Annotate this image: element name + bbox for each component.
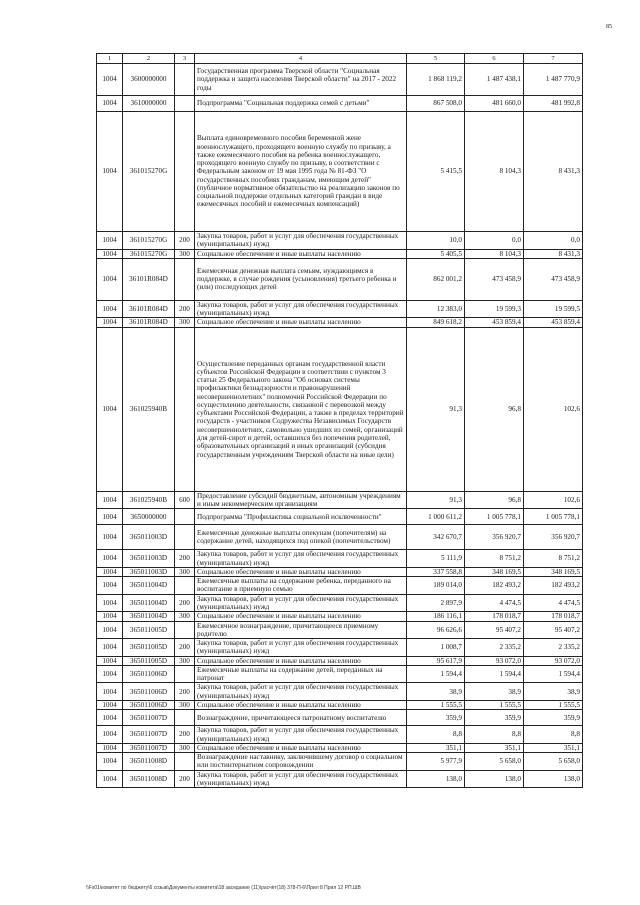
target-article-cell: 365011006D xyxy=(123,683,175,701)
target-article-cell: 361025940B xyxy=(123,327,175,491)
header-cell: 5 xyxy=(407,54,465,64)
expense-type-cell xyxy=(175,112,195,232)
expense-type-cell: 200 xyxy=(175,683,195,701)
target-article-cell: 365011003D xyxy=(123,525,175,550)
amount-year2-cell: 96,8 xyxy=(465,327,524,491)
target-article-cell: 365011003D xyxy=(123,567,175,576)
expense-type-cell: 300 xyxy=(175,249,195,258)
target-article-cell: 365011006D xyxy=(123,701,175,710)
amount-year1-cell: 38,9 xyxy=(407,683,465,701)
description-cell: Ежемесячная денежная выплата семьям, нуждающимся в поддержке, в случае рождения (усыновления) третьего ребенка и (или) последующих детей xyxy=(195,258,407,300)
expense-type-cell xyxy=(175,710,195,726)
amount-year3-cell: 178 018,7 xyxy=(524,612,583,621)
amount-year2-cell: 178 018,7 xyxy=(465,612,524,621)
header-cell: 1 xyxy=(97,54,123,64)
section-code-cell: 1004 xyxy=(97,726,123,744)
section-code-cell: 1004 xyxy=(97,525,123,550)
description-cell: Ежемесячные выплаты на содержание ребенка, переданного на воспитание в приемную семью xyxy=(195,577,407,595)
amount-year1-cell: 2 897,9 xyxy=(407,594,465,612)
description-cell: Социальное обеспечение и иные выплаты населению xyxy=(195,567,407,576)
amount-year2-cell: 1 594,4 xyxy=(465,665,524,683)
amount-year3-cell: 1 487 770,9 xyxy=(524,64,583,96)
amount-year2-cell: 38,9 xyxy=(465,683,524,701)
amount-year3-cell: 481 992,8 xyxy=(524,96,583,112)
table-row xyxy=(97,318,583,327)
section-code-cell: 1004 xyxy=(97,683,123,701)
expense-type-cell xyxy=(175,64,195,96)
amount-year3-cell: 102,6 xyxy=(524,491,583,509)
expense-type-cell xyxy=(175,96,195,112)
amount-year1-cell: 95 617,9 xyxy=(407,656,465,665)
amount-year2-cell: 453 859,4 xyxy=(465,318,524,327)
expense-type-cell xyxy=(175,753,195,771)
amount-year1-cell: 1 555,5 xyxy=(407,701,465,710)
section-code-cell: 1004 xyxy=(97,112,123,232)
header-cell: 4 xyxy=(195,54,407,64)
target-article-cell: 3600000000 xyxy=(123,64,175,96)
description-cell: Предоставление субсидий бюджетным, автономным учреждениям и иным некоммерческим организациям xyxy=(195,491,407,509)
description-cell: Социальное обеспечение и иные выплаты населению xyxy=(195,249,407,258)
amount-year1-cell: 5 405,5 xyxy=(407,249,465,258)
table-row xyxy=(97,258,583,300)
header-cell: 2 xyxy=(123,54,175,64)
amount-year2-cell: 359,9 xyxy=(465,710,524,726)
amount-year3-cell: 8 751,2 xyxy=(524,550,583,568)
table-row xyxy=(97,567,583,576)
amount-year2-cell: 356 920,7 xyxy=(465,525,524,550)
target-article-cell: 361015270G xyxy=(123,112,175,232)
description-cell: Государственная программа Тверской области "Социальная поддержка и защита населения Тверской области" на 2017 - 2022 годы xyxy=(195,64,407,96)
expense-type-cell: 200 xyxy=(175,726,195,744)
table-row xyxy=(97,509,583,525)
table-row xyxy=(97,683,583,701)
amount-year2-cell: 95 407,2 xyxy=(465,621,524,639)
section-code-cell: 1004 xyxy=(97,64,123,96)
table-row xyxy=(97,743,583,752)
amount-year1-cell: 1 000 611,2 xyxy=(407,509,465,525)
expense-type-cell xyxy=(175,577,195,595)
target-article-cell: 365011007D xyxy=(123,710,175,726)
expense-type-cell xyxy=(175,327,195,491)
amount-year2-cell: 96,8 xyxy=(465,491,524,509)
amount-year1-cell: 351,1 xyxy=(407,743,465,752)
header-cell: 3 xyxy=(175,54,195,64)
description-cell: Социальное обеспечение и иные выплаты населению xyxy=(195,743,407,752)
expense-type-cell: 200 xyxy=(175,770,195,788)
description-cell: Ежемесячные выплаты на содержание детей, переданных на патронат xyxy=(195,665,407,683)
description-cell: Социальное обеспечение и иные выплаты населению xyxy=(195,701,407,710)
description-cell: Закупка товаров, работ и услуг для обеспечения государственных (муниципальных) нужд xyxy=(195,232,407,250)
target-article-cell: 361025940B xyxy=(123,491,175,509)
header-cell: 6 xyxy=(465,54,524,64)
amount-year3-cell: 2 335,2 xyxy=(524,639,583,657)
section-code-cell: 1004 xyxy=(97,327,123,491)
section-code-cell: 1004 xyxy=(97,249,123,258)
table-row xyxy=(97,612,583,621)
section-code-cell: 1004 xyxy=(97,753,123,771)
expense-type-cell: 300 xyxy=(175,567,195,576)
amount-year1-cell: 5 415,5 xyxy=(407,112,465,232)
amount-year2-cell: 348 169,5 xyxy=(465,567,524,576)
amount-year1-cell: 186 116,1 xyxy=(407,612,465,621)
section-code-cell: 1004 xyxy=(97,318,123,327)
amount-year3-cell: 102,6 xyxy=(524,327,583,491)
amount-year2-cell: 138,0 xyxy=(465,770,524,788)
expense-type-cell: 200 xyxy=(175,300,195,318)
section-code-cell: 1004 xyxy=(97,509,123,525)
file-path-footer: \\Fs01\комитет по бюджету\6 созыв\Документы комитета\18 заседание (11)\расчёт(18) 378-П-6\Прил 8 Прил 12 РП.ШВ xyxy=(86,885,361,891)
amount-year2-cell: 19 599,3 xyxy=(465,300,524,318)
description-cell: Закупка товаров, работ и услуг для обеспечения государственных (муниципальных) нужд xyxy=(195,550,407,568)
amount-year2-cell: 4 474,5 xyxy=(465,594,524,612)
expense-type-cell: 200 xyxy=(175,550,195,568)
expense-type-cell xyxy=(175,621,195,639)
amount-year2-cell: 1 005 778,1 xyxy=(465,509,524,525)
description-cell: Выплата единовременного пособия беременной жене военнослужащего, проходящего военную службу по призыву, а также ежемесячного пособия на ребенка военнослужащего, проходящего военную службу по призыву, в соответствии с Федеральным законом от 19 мая 1995 года № 81-ФЗ "О государственных пособиях гражданам, имеющим детей" (публичное нормативное обязательство на реализацию законов по социальной поддержке отдельных категорий граждан в виде ежемесячных пособий и ежемесячных компенсаций) xyxy=(195,112,407,232)
target-article-cell: 361015270G xyxy=(123,249,175,258)
table-row xyxy=(97,550,583,568)
section-code-cell: 1004 xyxy=(97,577,123,595)
expense-type-cell xyxy=(175,665,195,683)
amount-year3-cell: 8 431,3 xyxy=(524,249,583,258)
target-article-cell: 365011008D xyxy=(123,770,175,788)
description-cell: Закупка товаров, работ и услуг для обеспечения государственных (муниципальных) нужд xyxy=(195,770,407,788)
section-code-cell: 1004 xyxy=(97,567,123,576)
description-cell: Подпрограмма "Социальная поддержка семей с детьми" xyxy=(195,96,407,112)
target-article-cell: 365011005D xyxy=(123,621,175,639)
amount-year3-cell: 356 920,7 xyxy=(524,525,583,550)
amount-year1-cell: 849 618,2 xyxy=(407,318,465,327)
section-code-cell: 1004 xyxy=(97,300,123,318)
section-code-cell: 1004 xyxy=(97,594,123,612)
target-article-cell: 36101R084D xyxy=(123,258,175,300)
table-row xyxy=(97,491,583,509)
amount-year1-cell: 862 001,2 xyxy=(407,258,465,300)
amount-year1-cell: 1 008,7 xyxy=(407,639,465,657)
amount-year1-cell: 342 670,7 xyxy=(407,525,465,550)
amount-year3-cell: 95 407,2 xyxy=(524,621,583,639)
table-row xyxy=(97,300,583,318)
amount-year1-cell: 1 868 119,2 xyxy=(407,64,465,96)
description-cell: Закупка товаров, работ и услуг для обеспечения государственных (муниципальных) нужд xyxy=(195,639,407,657)
amount-year3-cell: 19 599,5 xyxy=(524,300,583,318)
amount-year1-cell: 138,0 xyxy=(407,770,465,788)
table-row xyxy=(97,770,583,788)
amount-year2-cell: 1 487 438,1 xyxy=(465,64,524,96)
table-row xyxy=(97,64,583,96)
amount-year3-cell: 5 658,0 xyxy=(524,753,583,771)
amount-year3-cell: 8,8 xyxy=(524,726,583,744)
budget-table xyxy=(96,53,583,788)
amount-year3-cell: 1 005 778,1 xyxy=(524,509,583,525)
amount-year1-cell: 8,8 xyxy=(407,726,465,744)
table-header-row xyxy=(97,54,583,64)
amount-year1-cell: 867 508,0 xyxy=(407,96,465,112)
section-code-cell: 1004 xyxy=(97,665,123,683)
description-cell: Ежемесячные денежные выплаты опекунам (попечителям) на содержание детей, находящихся под опекой (попечительством) xyxy=(195,525,407,550)
target-article-cell: 3650000000 xyxy=(123,509,175,525)
table-row xyxy=(97,710,583,726)
amount-year1-cell: 5 977,9 xyxy=(407,753,465,771)
table-row xyxy=(97,112,583,232)
amount-year2-cell: 1 555,5 xyxy=(465,701,524,710)
amount-year3-cell: 0,0 xyxy=(524,232,583,250)
description-cell: Социальное обеспечение и иные выплаты населению xyxy=(195,318,407,327)
amount-year1-cell: 337 558,8 xyxy=(407,567,465,576)
target-article-cell: 365011005D xyxy=(123,656,175,665)
target-article-cell: 365011003D xyxy=(123,550,175,568)
table-row xyxy=(97,656,583,665)
section-code-cell: 1004 xyxy=(97,710,123,726)
table-row xyxy=(97,327,583,491)
expense-type-cell: 200 xyxy=(175,232,195,250)
table-row xyxy=(97,701,583,710)
expense-type-cell: 300 xyxy=(175,612,195,621)
table-row xyxy=(97,577,583,595)
amount-year2-cell: 8,8 xyxy=(465,726,524,744)
section-code-cell: 1004 xyxy=(97,743,123,752)
description-cell: Закупка товаров, работ и услуг для обеспечения государственных (муниципальных) нужд xyxy=(195,300,407,318)
amount-year3-cell: 473 458,9 xyxy=(524,258,583,300)
description-cell: Социальное обеспечение и иные выплаты населению xyxy=(195,656,407,665)
target-article-cell: 365011004D xyxy=(123,612,175,621)
description-cell: Закупка товаров, работ и услуг для обеспечения государственных (муниципальных) нужд xyxy=(195,726,407,744)
table-row xyxy=(97,639,583,657)
amount-year3-cell: 348 169,5 xyxy=(524,567,583,576)
table-row xyxy=(97,96,583,112)
expense-type-cell xyxy=(175,258,195,300)
description-cell: Закупка товаров, работ и услуг для обеспечения государственных (муниципальных) нужд xyxy=(195,683,407,701)
amount-year2-cell: 481 660,0 xyxy=(465,96,524,112)
amount-year3-cell: 351,1 xyxy=(524,743,583,752)
section-code-cell: 1004 xyxy=(97,258,123,300)
table-row xyxy=(97,726,583,744)
amount-year1-cell: 189 014,0 xyxy=(407,577,465,595)
section-code-cell: 1004 xyxy=(97,96,123,112)
description-cell: Ежемесячное вознаграждение, причитающееся приемному родителю xyxy=(195,621,407,639)
table-row xyxy=(97,753,583,771)
target-article-cell: 365011007D xyxy=(123,743,175,752)
description-cell: Подпрограмма "Профилактика социальной исключенности" xyxy=(195,509,407,525)
expense-type-cell: 200 xyxy=(175,594,195,612)
amount-year1-cell: 91,3 xyxy=(407,491,465,509)
amount-year1-cell: 10,0 xyxy=(407,232,465,250)
amount-year1-cell: 12 383,0 xyxy=(407,300,465,318)
table-row xyxy=(97,621,583,639)
section-code-cell: 1004 xyxy=(97,621,123,639)
amount-year2-cell: 8 104,3 xyxy=(465,249,524,258)
section-code-cell: 1004 xyxy=(97,701,123,710)
table-row xyxy=(97,232,583,250)
amount-year1-cell: 5 111,9 xyxy=(407,550,465,568)
target-article-cell: 3610000000 xyxy=(123,96,175,112)
target-article-cell: 365011007D xyxy=(123,726,175,744)
amount-year3-cell: 4 474,5 xyxy=(524,594,583,612)
expense-type-cell: 300 xyxy=(175,743,195,752)
expense-type-cell xyxy=(175,525,195,550)
amount-year1-cell: 91,3 xyxy=(407,327,465,491)
description-cell: Социальное обеспечение и иные выплаты населению xyxy=(195,612,407,621)
section-code-cell: 1004 xyxy=(97,656,123,665)
amount-year2-cell: 473 458,9 xyxy=(465,258,524,300)
amount-year3-cell: 1 594,4 xyxy=(524,665,583,683)
target-article-cell: 365011004D xyxy=(123,577,175,595)
table-row xyxy=(97,594,583,612)
page-number: 85 xyxy=(606,24,612,30)
amount-year3-cell: 138,0 xyxy=(524,770,583,788)
amount-year2-cell: 8 104,3 xyxy=(465,112,524,232)
description-cell: Закупка товаров, работ и услуг для обеспечения государственных (муниципальных) нужд xyxy=(195,594,407,612)
table-row xyxy=(97,525,583,550)
section-code-cell: 1004 xyxy=(97,770,123,788)
expense-type-cell xyxy=(175,509,195,525)
expense-type-cell: 300 xyxy=(175,318,195,327)
section-code-cell: 1004 xyxy=(97,639,123,657)
amount-year2-cell: 2 335,2 xyxy=(465,639,524,657)
target-article-cell: 361015270G xyxy=(123,232,175,250)
target-article-cell: 36101R084D xyxy=(123,318,175,327)
amount-year2-cell: 93 072,0 xyxy=(465,656,524,665)
amount-year3-cell: 8 431,3 xyxy=(524,112,583,232)
section-code-cell: 1004 xyxy=(97,550,123,568)
amount-year2-cell: 5 658,0 xyxy=(465,753,524,771)
table-row xyxy=(97,665,583,683)
section-code-cell: 1004 xyxy=(97,491,123,509)
section-code-cell: 1004 xyxy=(97,232,123,250)
target-article-cell: 365011006D xyxy=(123,665,175,683)
description-cell: Вознаграждение, причитающееся патронатному воспитателю xyxy=(195,710,407,726)
amount-year1-cell: 1 594,4 xyxy=(407,665,465,683)
description-cell: Вознаграждение наставнику, заключившему договор о социальном или постинтернатном сопровождении xyxy=(195,753,407,771)
section-code-cell: 1004 xyxy=(97,612,123,621)
amount-year2-cell: 182 493,2 xyxy=(465,577,524,595)
amount-year3-cell: 453 859,4 xyxy=(524,318,583,327)
amount-year3-cell: 93 072,0 xyxy=(524,656,583,665)
description-cell: Осуществление переданных органам государственной власти субъектов Российской Федерации в соответствии с пунктом 3 статьи 25 Федерального закона "Об основах системы профилактики безнадзорности и правонарушений несовершеннолетних" полномочий Российской Федерации по осуществлению деятельности, связанной с перевозкой между субъектами Российской Федерации, а также в пределах территорий государств - участников Содружества Независимых Государств несовершеннолетних, самовольно ушедших из семей, организаций для детей-сирот и детей, оставшихся без попечения родителей, образовательных организаций и иных организаций (субсидия государственным учреждениям Тверской области на иные цели) xyxy=(195,327,407,491)
amount-year2-cell: 0,0 xyxy=(465,232,524,250)
target-article-cell: 365011004D xyxy=(123,594,175,612)
expense-type-cell: 600 xyxy=(175,491,195,509)
amount-year3-cell: 38,9 xyxy=(524,683,583,701)
table-row xyxy=(97,249,583,258)
target-article-cell: 365011008D xyxy=(123,753,175,771)
amount-year3-cell: 1 555,5 xyxy=(524,701,583,710)
amount-year3-cell: 359,9 xyxy=(524,710,583,726)
expense-type-cell: 300 xyxy=(175,656,195,665)
expense-type-cell: 200 xyxy=(175,639,195,657)
amount-year1-cell: 96 626,6 xyxy=(407,621,465,639)
target-article-cell: 365011005D xyxy=(123,639,175,657)
amount-year3-cell: 182 493,2 xyxy=(524,577,583,595)
amount-year2-cell: 8 751,2 xyxy=(465,550,524,568)
expense-type-cell: 300 xyxy=(175,701,195,710)
target-article-cell: 36101R084D xyxy=(123,300,175,318)
amount-year2-cell: 351,1 xyxy=(465,743,524,752)
header-cell: 7 xyxy=(524,54,583,64)
amount-year1-cell: 359,9 xyxy=(407,710,465,726)
